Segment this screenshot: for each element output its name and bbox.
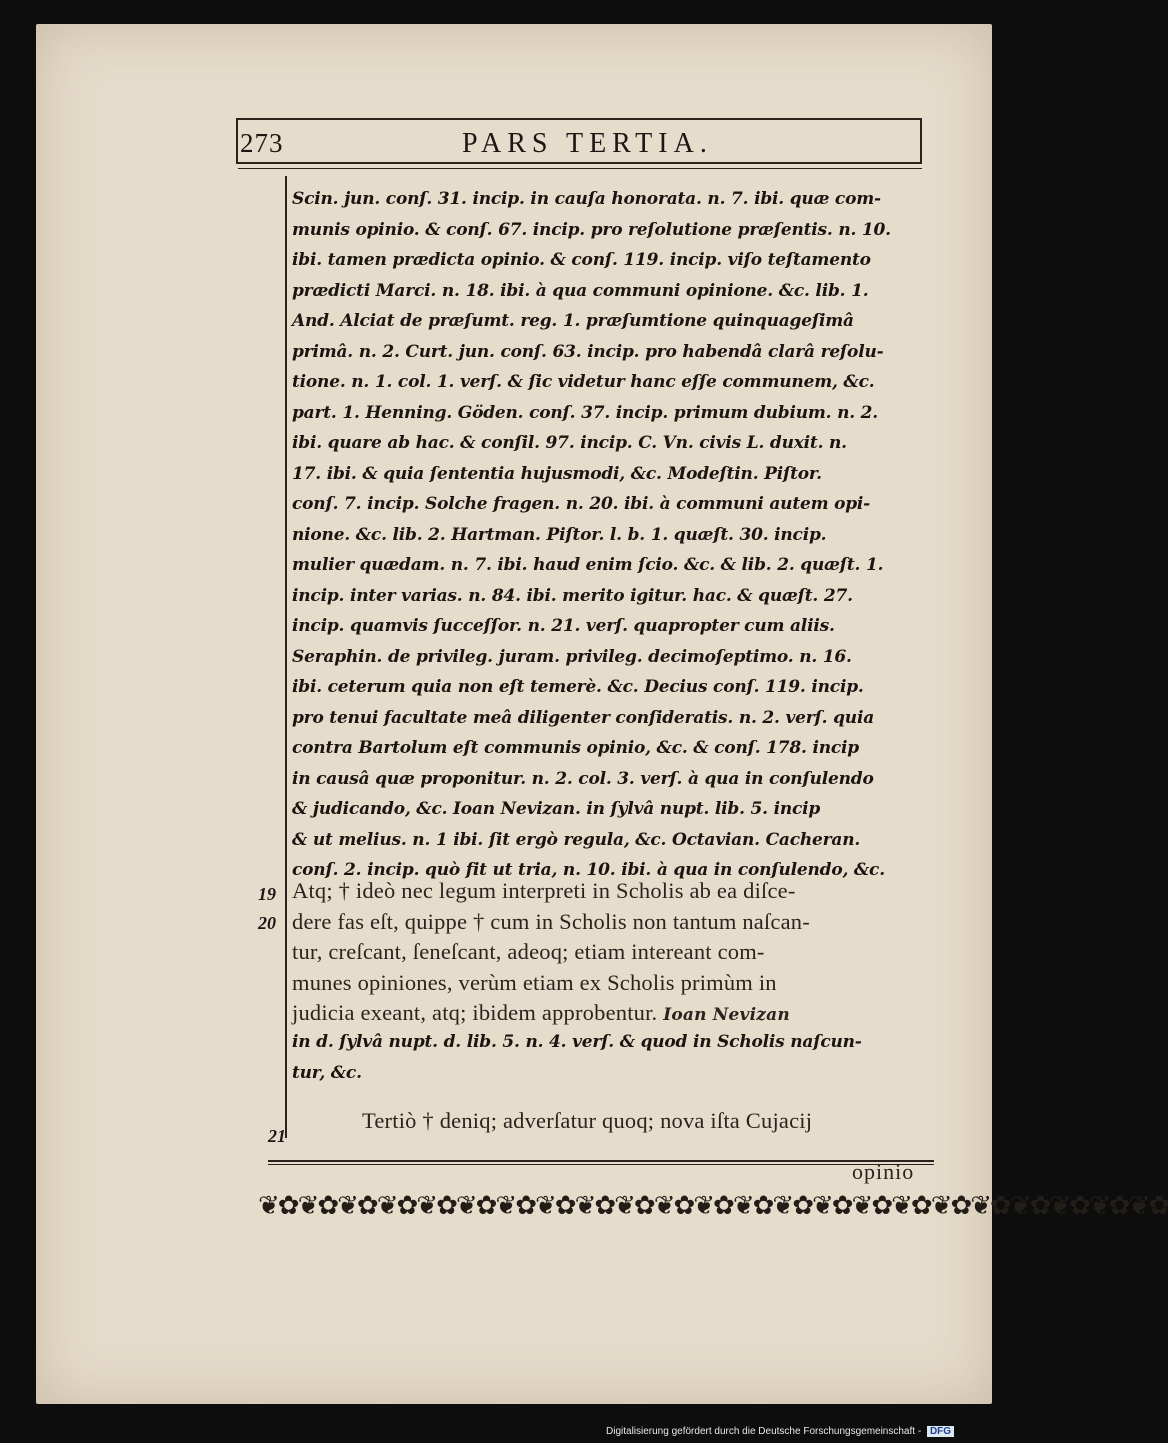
- body-line-with-citation: [292, 998, 942, 1031]
- running-head: PARS TERTIA.: [462, 128, 713, 159]
- citation-line: conſ. 2. incip. quò fit ut tria, n. 10. ibi. à qua in conſulendo, &c.: [292, 860, 885, 880]
- body-line: dere fas eſt, quippe † cum in Scholis non tantum naſcan-: [292, 908, 810, 934]
- citation-line: in causâ quæ proponitur. n. 2. col. 3. verſ. à qua in conſulendo: [292, 768, 874, 789]
- inline-citation: Ioan Nevizan: [663, 1005, 790, 1025]
- header-frame-right: [920, 118, 922, 162]
- body-line: Atq; † ideò nec legum interpreti in Scholis ab ea diſce-: [292, 878, 796, 903]
- citation-line: ibi. quare ab hac. & conſil. 97. incip. C. Vn. civis L. duxit. n.: [292, 433, 847, 453]
- body-citation-block: [292, 1027, 942, 1088]
- header-frame-left: [236, 118, 238, 162]
- citation-line: tione. n. 1. col. 1. verſ. & ſic videtur hanc eſſe communem, &c.: [292, 372, 875, 392]
- ornament-border: ❦✿❦✿❦✿❦✿❦✿❦✿❦✿❦✿❦✿❦✿❦✿❦✿❦✿❦✿❦✿❦✿❦✿❦✿❦✿❦✿❦✿❦✿❦✿: [258, 1191, 1168, 1221]
- page-number: 273: [240, 128, 284, 158]
- margin-number-21: 21: [268, 1126, 286, 1146]
- digitization-credit: [606, 1426, 954, 1437]
- body-line: tur, creſcant, ſeneſcant, adeoq; etiam intereant com-: [292, 939, 765, 964]
- citation-line: munis opinio. & conſ. 67. incip. pro reſolutione præſentis. n. 10.: [292, 219, 891, 240]
- citation-line: ibi. ceterum quia non eſt temerè. &c. Decius conſ. 119. incip.: [292, 677, 864, 697]
- citation-line: 17. ibi. & quia ſententia hujusmodi, &c. Modeſtin. Piſtor.: [292, 463, 822, 484]
- header-frame-top: [236, 118, 922, 120]
- citation-line: pro tenui facultate meâ diligenter conſideratis. n. 2. verſ. quia: [292, 707, 875, 728]
- body-line: munes opiniones, verùm etiam ex Scholis primùm in: [292, 969, 777, 995]
- citation-line: Seraphin. de privileg. juram. privileg. decimoſeptimo. n. 16.: [292, 646, 852, 667]
- dfg-logo: DFG: [927, 1426, 954, 1437]
- citation-line: ibi. tamen prædicta opinio. & conſ. 119. incip. viſo teſtamento: [292, 250, 871, 270]
- citation-line: incip. inter varias. n. 84. ibi. merito igitur. hac. & quæſt. 27.: [292, 585, 853, 606]
- citation-line: & ut melius. n. 1 ibi. ſit ergò regula, &c. Octavian. Cacheran.: [292, 829, 861, 850]
- citation-line: part. 1. Henning. Göden. conſ. 37. incip. primum dubium. n. 2.: [292, 402, 879, 423]
- citation-line: And. Alciat de præſumt. reg. 1. præſumtione quinquageſimâ: [292, 311, 854, 331]
- citation-line: Scin. jun. conſ. 31. incip. in cauſa honorata. n. 7. ibi. quæ com-: [292, 189, 881, 209]
- citation-line: primâ. n. 2. Curt. jun. conſ. 63. incip. pro habendâ clarâ reſolu-: [292, 341, 884, 362]
- citation-line: & judicando, &c. Ioan Nevizan. in ſylvâ nupt. lib. 5. incip: [292, 799, 821, 819]
- footer-rule: [268, 1160, 934, 1162]
- margin-number-19: 19: [258, 884, 276, 904]
- body-line: judicia exeant, atq; ibidem approbentur.: [292, 1000, 658, 1025]
- citation-line: incip. quamvis ſucceſſor. n. 21. verſ. quapropter cum aliis.: [292, 616, 835, 636]
- header-rule: [236, 162, 922, 164]
- credit-text: Digitalisierung gefördert durch die Deutsche Forschungsgemeinschaft -: [606, 1426, 922, 1437]
- citation-line: conſ. 7. incip. Solche fragen. n. 20. ibi. à communi autem opi-: [292, 494, 871, 514]
- closing-paragraph: [362, 1106, 942, 1137]
- catchword: opinio: [852, 1159, 915, 1184]
- citation-line: in d. ſylvâ nupt. d. lib. 5. n. 4. verſ. & quod in Scholis naſcun-: [292, 1032, 862, 1052]
- footer-rule-thin: [268, 1164, 934, 1165]
- citation-line: contra Bartolum eſt communis opinio, &c. & conſ. 178. incip: [292, 738, 859, 758]
- header-rule-thin: [238, 168, 922, 169]
- body-line: Tertiò † deniq; adverſatur quoq; nova iſta Cujacij: [362, 1108, 813, 1133]
- margin-number-20: 20: [258, 913, 276, 933]
- citation-line: nione. &c. lib. 2. Hartman. Piſtor. l. b. 1. quæſt. 30. incip.: [292, 524, 827, 545]
- citation-line: mulier quædam. n. 7. ibi. haud enim ſcio. &c. & lib. 2. quæſt. 1.: [292, 555, 884, 575]
- body-paragraph: [292, 876, 942, 1031]
- citation-line: tur, &c.: [292, 1062, 362, 1083]
- citation-line: prædicti Marci. n. 18. ibi. à qua communi opinione. &c. lib. 1.: [292, 280, 869, 301]
- margin-column-rule: [285, 176, 287, 1138]
- citation-block: [292, 184, 942, 886]
